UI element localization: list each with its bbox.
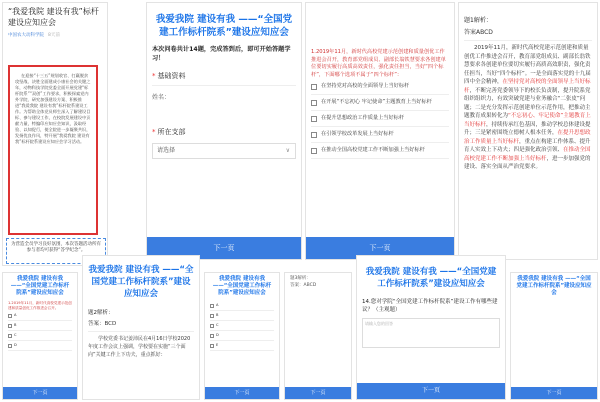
option-item[interactable]: 在提升思想政治工作质量上当好标杆 (311, 111, 449, 127)
option-item[interactable]: A (210, 301, 274, 311)
survey-title: 我爱我院 建设有我 ——“全国党建工作标杆院系”建设应知应会 (212, 276, 272, 296)
option-item[interactable]: 在坚持党对高校的全面领导上当好标杆 (311, 79, 449, 95)
explanation-title: 题2解析： (88, 310, 114, 316)
required-star: * (152, 128, 156, 136)
next-page-button[interactable]: 下一页 (357, 383, 505, 399)
option-item[interactable]: E (210, 341, 274, 351)
answer-text: 答案：ABCD (290, 283, 317, 288)
thumb-panel-5 (356, 255, 506, 400)
next-page-button[interactable]: 下一页 (205, 387, 279, 399)
checkbox-icon[interactable] (311, 116, 317, 122)
question-text: 1.2019年11月，新时代高校党建示范创建和质量创优工作推进会召开，教育部党组成员、副部长翁铁慧要求各创建单位要切实履行高质高效责任，强化责任担当，当好“四个标杆”，下面哪个选项不属于“四个标杆”： (311, 49, 446, 78)
survey-title: 我爱我院 建设有我 ——“全国党建工作标杆院系”建设应知应会 (10, 276, 70, 296)
explanation-body: 学校党委书记姜沛民在4月16日学校2020年度工作会议上强调，学校要在实施“三个面向”关键工作上下功夫，重点抓好： (88, 336, 191, 358)
survey-title: 我爱我院 建设有我 ——“全国党建工作标杆院系”建设应知应会 (516, 276, 592, 296)
next-page-button[interactable]: 下一页 (3, 387, 77, 399)
article-meta (8, 32, 102, 38)
answer-text: 答案ABCD (464, 27, 592, 41)
next-page-button[interactable]: 下一页 (285, 387, 351, 399)
article-title: “我爱我院 建设有我”标杆建设应知应会 (8, 7, 99, 27)
option-item[interactable]: B (8, 321, 72, 331)
next-page-button[interactable]: 下一页 (511, 387, 597, 399)
thumb-panel-3 (204, 272, 280, 400)
question-text: 14.您对学院“全国党建工作标杆院系”建设工作有哪些建议？（主观题） (362, 299, 498, 313)
checkbox-icon[interactable] (311, 148, 317, 154)
explanation-body: 2019年11月，新时代高校党建示范创建和质量创优工作推进会召开，教育部党组成员、副部长翁铁慧要求各创建单位要切实履行高质高效职责，强化责任担当，当好“四个标杆”。一是全面落实党的十九届四中全会精神，在坚持党对高校的全面领导上当好标杆，不断完善党委领导下的校长负责制，提升院系党组织组织力，有效突破党建与业务融合“二张皮”问题；二是充分发挥示范创建单位示范作用，把推动主题教育成果转化为“不忘初心、牢记使命”主题教育上当好标杆，持续传承红色基因，推动学校总体建设提升；三是紧密围绕立德树人根本任务，在提升思想政治工作质量上当好标杆，重点在构建工作体系、提升育人实效上下功夫；四是强化政治引领、在推动全国高校党建工作不断加强上当好标杆，进一步加强党的建设、落实全面从严治党要求。 (464, 45, 591, 170)
answer-textarea[interactable]: 请输入您的回答 (362, 318, 500, 348)
next-page-button[interactable]: 下一页 (306, 237, 454, 259)
chevron-down-icon: ∨ (285, 147, 290, 154)
section-basic-info: * 基础资料 (152, 72, 186, 80)
checkbox-icon[interactable] (311, 84, 317, 90)
name-field[interactable]: 姓名： (152, 85, 296, 101)
article-time: 8天前 (48, 33, 60, 38)
survey-page-1 (146, 2, 302, 260)
survey-title: 我爱我院 建设有我 ——“全国党建工作标杆院系”建设应知应会 (365, 267, 497, 289)
survey-question-1 (305, 2, 455, 260)
option-item[interactable]: D (210, 331, 274, 341)
option-item[interactable]: 在开展“不忘初心 牢记使命”主题教育上当好标杆 (311, 95, 449, 111)
answer-text: 答案：BCD (88, 319, 194, 332)
article-body-frame (8, 65, 98, 235)
required-star: * (152, 72, 156, 80)
checkbox-icon[interactable] (311, 100, 317, 106)
next-page-button[interactable]: 下一页 (147, 237, 301, 259)
option-item[interactable]: 在引领学校改革发展上当好标杆 (311, 127, 449, 143)
thumb-panel-4 (284, 272, 352, 400)
thumb-panel-6 (510, 272, 598, 400)
notice-banner: 为营造全员学习良好氛围，本次答题活动所有参与者均可获得“答学纪念”。 (6, 238, 106, 264)
explanation-title: 题1解析： (464, 17, 492, 24)
checkbox-icon[interactable] (311, 132, 317, 138)
survey-title: 我爱我院 建设有我 ——“全国党建工作标杆院系”建设应知应会 (88, 265, 194, 299)
explanation-title: 题3解析： (290, 276, 311, 281)
thumb-panel-1 (2, 272, 78, 400)
thumb-body: 1.2019年11月，新时代高校党建示范创建和质量创优工作推进会召开。 (8, 301, 72, 310)
option-item[interactable]: A (8, 311, 72, 321)
option-item[interactable]: 在推动全国高校党建工作不断加强上当好标杆 (311, 143, 449, 159)
option-item[interactable]: C (8, 331, 72, 341)
answer-explanation-1 (458, 2, 598, 260)
article-body: 在迎接“十三五”规划收官、打赢脱贫攻坚战、决胜全面建成小康社会的关键之年，动物科技学院党委全面开展党建“标杆院系”“双创”工作要求，积极探索党内外学院、研究加强建设方案、积极推进“我爱我院 建设有我”标杆院系建设工作。为帮助全体党员师生深入了解建设目标、参与建设工作，在校院发展建设中贡献力量，特编印应知应会知识，汲取经验、以知促行，使全院进一步凝聚共识，发扬优良作风，特开展“我爱我院 建设有我”标杆院系建设应知应会学习活动。 (15, 73, 91, 144)
account-link[interactable]: 中国农大动科学院 (8, 33, 44, 38)
option-item[interactable]: C (210, 321, 274, 331)
section-branch: * 所在支部 (152, 128, 186, 136)
option-item[interactable]: B (210, 311, 274, 321)
survey-title: 我爱我院 建设有我 ——“全国党建工作标杆院系”建设应知应会 (155, 14, 293, 38)
article-panel (2, 2, 108, 266)
survey-description: 本次问卷共计14题，完成答到后，即可开始答题学习！ (152, 46, 291, 62)
option-item[interactable]: D (8, 341, 72, 351)
thumb-panel-2 (82, 255, 200, 400)
branch-select[interactable]: 请选择 ∨ (152, 143, 296, 159)
